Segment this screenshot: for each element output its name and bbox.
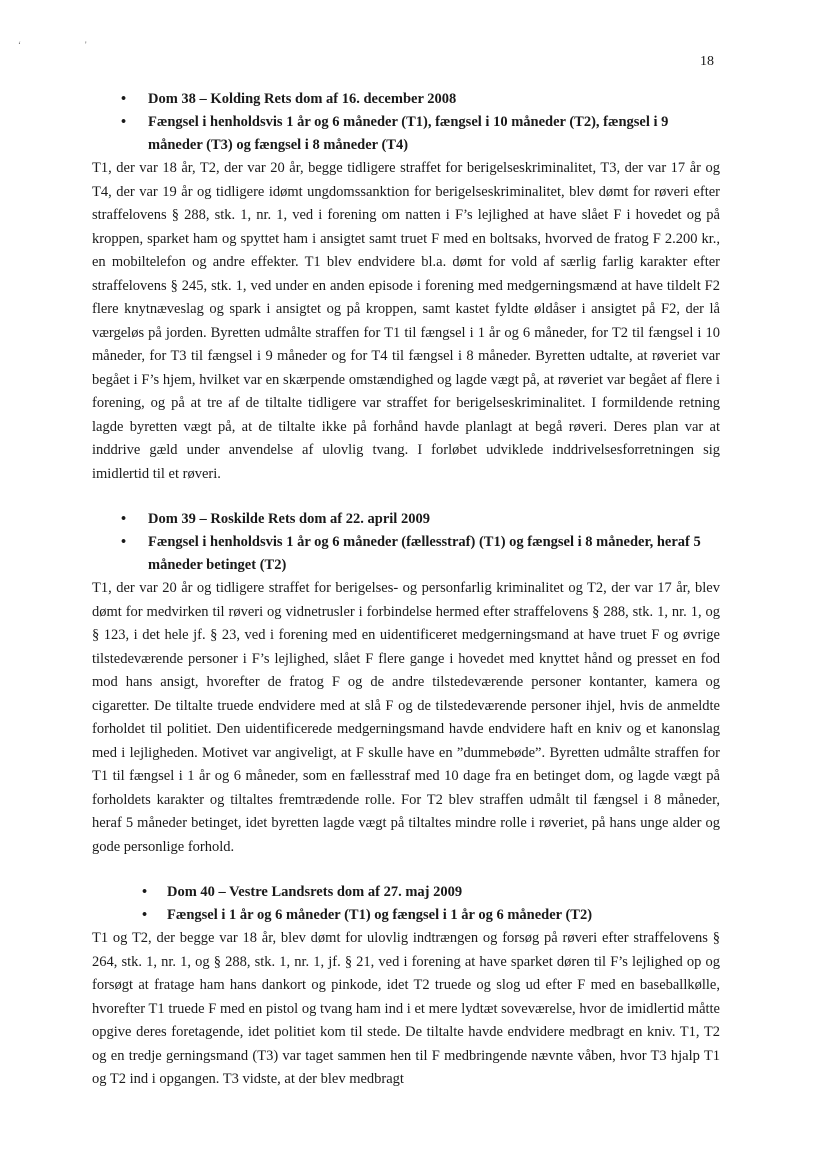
bullet-icon: •: [142, 884, 148, 900]
scan-mark: ‘: [18, 40, 21, 50]
case-sentence-text: Fængsel i henholdsvis 1 år og 6 måneder (T1), fængsel i 10 måneder (T2), fængsel i 9 måneder (T3) og fængsel i 8 måneder (T4): [148, 114, 669, 153]
bullet-icon: •: [121, 114, 127, 130]
document-body: [92, 88, 720, 1114]
case-heading: [92, 88, 720, 111]
case-section-dom-39: [92, 508, 720, 859]
case-section-dom-40: [92, 881, 720, 1092]
case-title: Dom 40 – Vestre Landsrets dom af 27. maj 2009: [167, 884, 463, 900]
case-sentence-text: Fængsel i 1 år og 6 måneder (T1) og fængsel i 1 år og 6 måneder (T2): [167, 907, 593, 923]
case-description: T1, der var 20 år og tidligere straffet for berigelses- og personfarlig kriminalitet og T2, der var 17 år, blev dømt for medvirken til røveri og vidnetrusler i forbindelse hermed efter straffelovens § 288, stk. 1, nr. 1, og § 123, i det hele jf. § 23, ved i forening med en uidentificeret medgerningsmand at have truet F og øvrige tilstedeværende personer i F’s lejlighed, slået F flere gange i hovedet med knyttet hånd og presset en fod mod hans ansigt, hvorefter de fratog F og de andre tilstedeværende personer kontanter, kamera og cigaretter. De tiltalte truede endvidere med at slå F og de tilstedeværende personer ihjel, hvis de anmeldte forholdet til politiet. Den uidentificerede medgerningsmand havde endvidere haft en kniv og et kanonslag med i lejligheden. Motivet var angiveligt, at F skulle have en ”dummebøde”. Byretten udmålte straffen for T1 til fængsel i 1 år og 6 måneder, som en fællesstraf med 10 dage fra en betinget dom, og lagde vægt på forholdets karakter og tiltaltes fremtrædende rolle. For T2 blev straffen udmålt til fængsel i 8 måneder, heraf 5 måneder betinget, idet byretten lagde vægt på tiltaltes mindre rolle i røveriet, på hans unge alder og gode personlige forhold.: [92, 580, 720, 855]
case-description: T1 og T2, der begge var 18 år, blev dømt for ulovlig indtrængen og forsøg på røveri efter straffelovens § 264, stk. 1, nr. 1, og § 288, stk. 1, nr. 1, jf. § 21, ved i forening at have sparket døren til F’s lejlighed op og forsøgt at fratage ham hans dankort og pinkode, idet T2 truede og slog ud efter F med en baseballkølle, hvorefter T1 truede F med en pistol og tvang ham ind i et mere lydtæt soveværelse, hvor de imidlertid måtte opgive deres foretagende, idet politiet kom til stede. De tiltalte havde endvidere medbragt en kniv. T1, T2 og en tredje gerningsmand (T3) var taget sammen hen til F medbringende nævnte våben, hvor T3 hjalp T1 og T2 ind i opgangen. T3 vidste, at der blev medbragt: [92, 930, 720, 1087]
bullet-icon: •: [121, 91, 127, 107]
case-heading: [92, 508, 720, 531]
case-sentence: [92, 111, 720, 157]
page-number: 18: [700, 54, 714, 69]
bullet-icon: •: [142, 907, 148, 923]
case-title: Dom 39 – Roskilde Rets dom af 22. april 2009: [148, 511, 430, 527]
case-description: T1, der var 18 år, T2, der var 20 år, begge tidligere straffet for berigelseskriminalitet, T3, der var 17 år og T4, der var 19 år og tidligere idømt ungdomssanktion for berigelseskriminalitet, blev dømt for røveri efter straffelovens § 288, stk. 1, nr. 1, ved i forening om natten i F’s lejlighed at have slået F i hovedet og på kroppen, sparket ham og spyttet ham i ansigtet samt truet F med en boltsaks, hvorved de fratog F 2.200 kr., en mobiltelefon og andre effekter. T1 blev endvidere bl.a. dømt for vold af særlig farlig karakter efter straffelovens § 245, stk. 1, ved under en anden episode i forening med medgerningsmænd at have tildelt F2 flere knytnæveslag og spark i ansigtet og på kroppen, samt kastet fyldte øldåser i ansigtet på F2, der lå værgeløs på jorden. Byretten udmålte straffen for T1 til fængsel i 1 år og 6 måneder, for T2 til fængsel i 10 måneder, for T3 til fængsel i 9 måneder og for T4 til fængsel i 8 måneder. Byretten udtalte, at røveriet var begået i F’s hjem, hvilket var en skærpende omstændighed og lagde vægt på, at røveriet var begået af flere i forening, og på at tre af de tiltalte tidligere var straffet for berigelseskriminalitet. I formildende retning lagde byretten vægt på, at de tiltalte ikke på forhånd havde planlagt at begå røveri. Deres plan var at inddrive gæld under anvendelse af ulovlig tvang. I forløbet udviklede inddrivelsesforretningen sig imidlertid til et røveri.: [92, 160, 720, 482]
bullet-icon: •: [121, 534, 127, 550]
case-sentence-text: Fængsel i henholdsvis 1 år og 6 måneder (fællesstraf) (T1) og fængsel i 8 måneder, heraf 5 måneder betinget (T2): [148, 534, 701, 573]
case-bullet-list: [92, 88, 720, 157]
case-sentence: [92, 531, 720, 577]
bullet-icon: •: [121, 511, 127, 527]
case-title: Dom 38 – Kolding Rets dom af 16. december 2008: [148, 91, 457, 107]
case-bullet-list: [92, 881, 720, 927]
case-sentence: [92, 904, 720, 927]
case-bullet-list: [92, 508, 720, 577]
scan-mark: ': [85, 40, 87, 50]
case-section-dom-38: [92, 88, 720, 486]
case-heading: [92, 881, 720, 904]
